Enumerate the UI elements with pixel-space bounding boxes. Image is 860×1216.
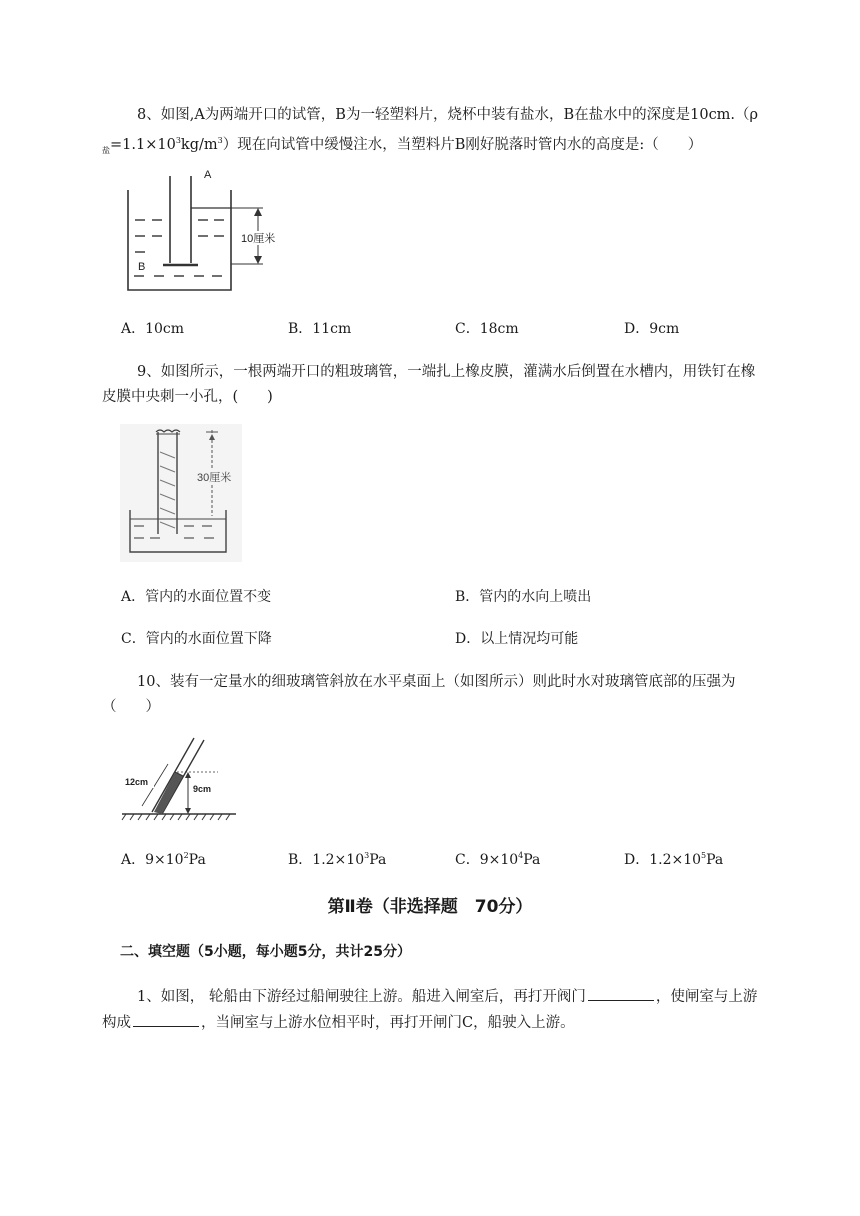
q8-figure-beaker (118, 168, 298, 298)
q9-option-c: C．管内的水面位置下降 (121, 631, 272, 647)
q10-line2: （ ） (102, 699, 160, 715)
q8-option-c: C．18cm (455, 321, 519, 337)
q8-depth-label: 10厘米 (241, 233, 276, 245)
f1-blank-2[interactable] (133, 1012, 199, 1027)
q9-option-d: D．以上情况均可能 (455, 631, 579, 647)
q10-line1: 10、装有一定量水的细玻璃管斜放在水平桌面上（如图所示）则此时水对玻璃管底部的压强为 (137, 674, 736, 690)
q8-option-a: A．10cm (121, 321, 185, 337)
q10-option-d: D．$1.2\times 10^5Pa$ (624, 851, 724, 868)
q8-option-d: D．9cm (624, 321, 680, 337)
q8-label-a: A (204, 169, 212, 181)
q10-figure-inclined-tube (118, 734, 242, 826)
q10-option-a: A．$9\times 10^2Pa$ (121, 851, 206, 868)
part-title: 二、填空题（5小题，每小题5分，共计25分） (120, 944, 411, 960)
q9-line1: 9、如图所示，一根两端开口的粗玻璃管，一端扎上橡皮膜，灌满水后倒置在水槽内，用铁钉在橡 (137, 364, 756, 380)
q10-height-label: 9cm (193, 784, 212, 794)
q9-height-label: 30厘米 (197, 472, 232, 484)
q9-figure-tube (120, 424, 242, 562)
f1-line2: 构成 ，当闸室与上游水位相平时，再打开闸门C，船驶入上游。 (102, 1009, 575, 1037)
section-title: 第Ⅱ卷（非选择题 70分） (327, 897, 533, 917)
q9-option-b: B．管内的水向上喷出 (455, 589, 592, 605)
q8-line2: $_盐=1.1\times 10^3kg/m^3$）现在向试管中缓慢注水，当塑料片B刚好脱落时管内水的高度是:（ ） (102, 136, 703, 155)
q8-label-b: B (138, 261, 146, 273)
q9-line2: 皮膜中央刺一小孔，( ) (102, 389, 273, 405)
q10-option-b: B．$1.2\times 10^3Pa$ (288, 851, 387, 868)
f1-line1: 1、如图， 轮船由下游经过船闸驶往上游。船进入闸室后，再打开阀门 ，使闸室与上游 (137, 983, 757, 1011)
q8-option-b: B．11cm (288, 321, 352, 337)
q10-length-label: 12cm (125, 777, 149, 787)
q9-option-a: A．管内的水面位置不变 (121, 589, 272, 605)
f1-blank-1[interactable] (588, 986, 654, 1001)
q8-line1: 8、如图,A为两端开口的试管，B为一轻塑料片，烧杯中装有盐水，B在盐水中的深度是10cm.（ρ (137, 107, 759, 123)
q10-option-c: C．$9\times 10^4Pa$ (455, 851, 541, 868)
